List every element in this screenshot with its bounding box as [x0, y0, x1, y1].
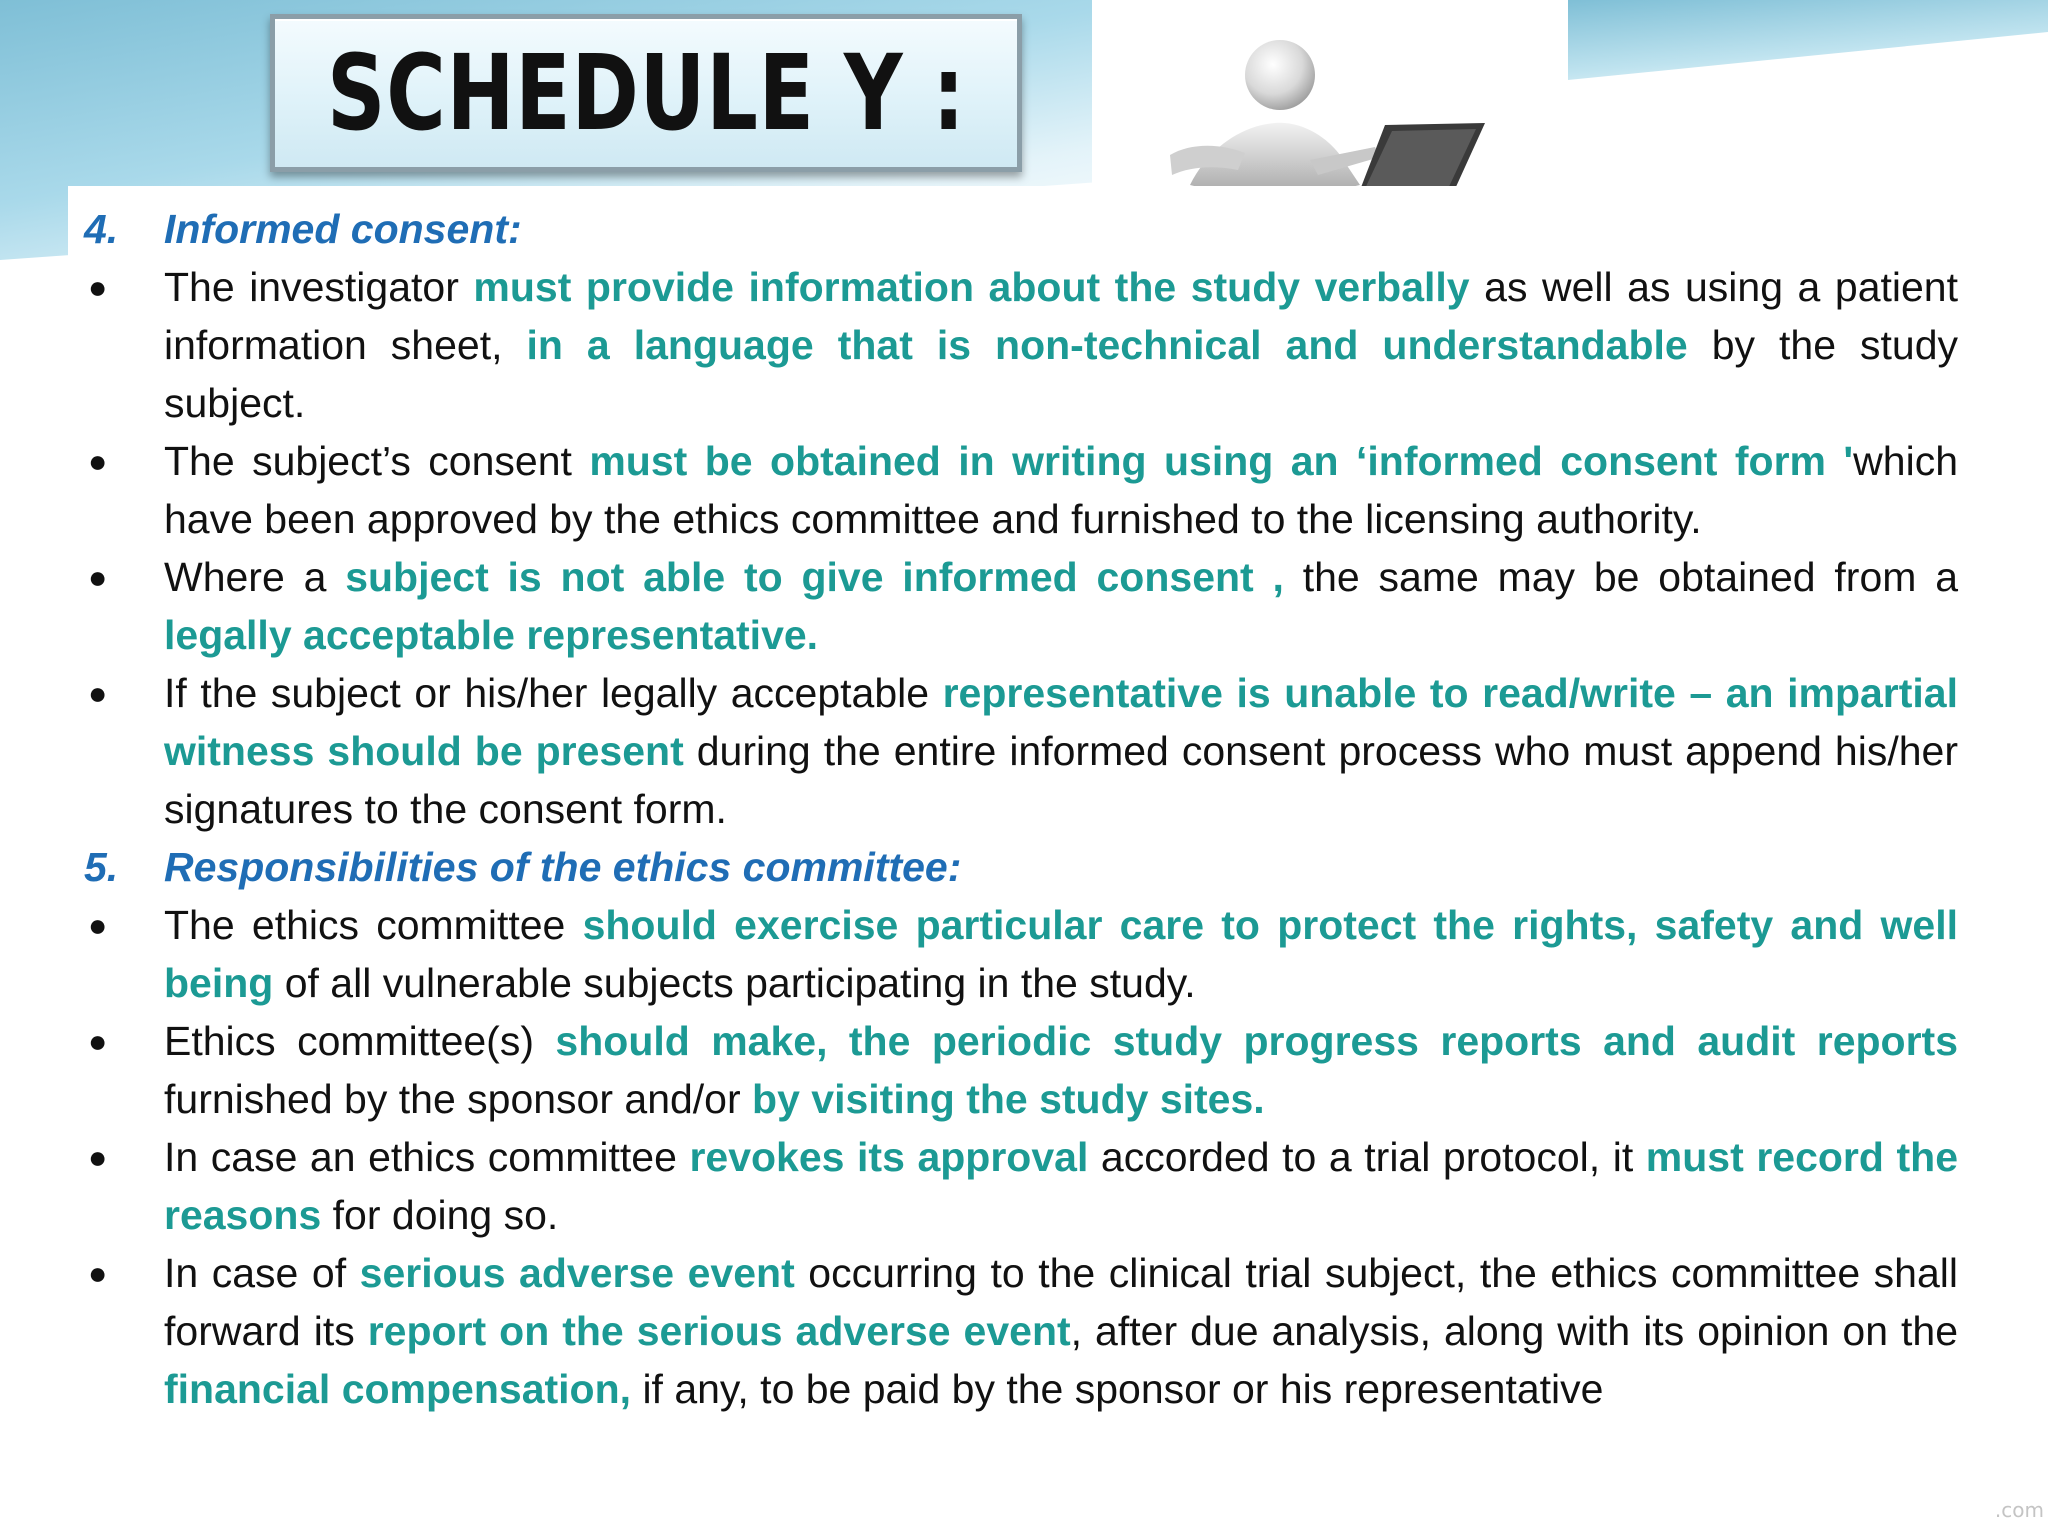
bullet-text — [164, 1012, 1958, 1128]
bullet-item — [84, 664, 1958, 838]
section-heading — [84, 200, 1958, 258]
footer-watermark: .com — [1994, 1498, 2044, 1522]
highlighted-text: subject is not able to give informed consent , — [345, 554, 1284, 600]
body-text: occurring to the clinical trial subject, the ethics committee shall forward its — [164, 1250, 1959, 1354]
body-text: Where a — [164, 554, 346, 600]
section-number: 4. — [84, 206, 119, 252]
highlighted-text: legally acceptable representative. — [164, 612, 819, 658]
bullet-dot-icon: ● — [88, 443, 108, 479]
bullet-item — [84, 548, 1958, 664]
slide-content — [84, 200, 1958, 1418]
body-text: as well as using a patient information sheet, — [164, 264, 1959, 368]
body-text: In case of — [164, 1250, 360, 1296]
body-text: The investigator — [164, 264, 474, 310]
body-text: The ethics committee — [164, 902, 583, 948]
body-text: Ethics committee(s) — [164, 1018, 556, 1064]
highlighted-text: must be obtained in writing using an ‘informed consent form ' — [589, 438, 1854, 484]
bullet-dot-icon: ● — [88, 675, 108, 711]
section-title: Responsibilities of the ethics committee: — [164, 844, 962, 890]
bullet-item — [84, 258, 1958, 432]
body-text: If the subject or his/her legally acceptable — [164, 670, 943, 716]
section-heading — [84, 838, 1958, 896]
bullet-item — [84, 1012, 1958, 1128]
section-number: 5. — [84, 844, 119, 890]
body-text: , after due analysis, along with its opinion on the — [1070, 1308, 1958, 1354]
body-text: the same may be obtained from a — [1283, 554, 1959, 600]
highlighted-text: representative is unable to read/write – an impartial witness should be present — [164, 670, 1958, 774]
highlighted-text: financial compensation, — [164, 1366, 632, 1412]
bullet-item — [84, 1244, 1958, 1418]
highlighted-text: should exercise particular care to protect the rights, safety and well being — [164, 902, 1959, 1006]
bullet-text — [164, 1244, 1958, 1418]
highlighted-text: should make, the periodic study progress reports and audit reports — [555, 1018, 1959, 1064]
body-text: by the study subject. — [164, 322, 1958, 426]
highlighted-text: in a language that is non-technical and understandable — [526, 322, 1688, 368]
body-text: accorded to a trial protocol, it — [1088, 1134, 1646, 1180]
slide-title: SCHEDULE Y : — [326, 32, 966, 154]
title-box — [270, 14, 1022, 172]
body-text: The subject’s consent — [164, 438, 590, 484]
body-text: for doing so. — [321, 1192, 559, 1238]
highlighted-text: serious adverse event — [359, 1250, 795, 1296]
highlighted-text: by visiting the study sites. — [752, 1076, 1265, 1122]
body-text: In case an ethics committee — [164, 1134, 690, 1180]
bullet-text — [164, 432, 1958, 548]
body-text: during the entire informed consent process who must append his/her signatures to the consent form. — [164, 728, 1958, 832]
highlighted-text: report on the serious adverse event — [367, 1308, 1071, 1354]
body-text: of all vulnerable subjects participating in the study. — [273, 960, 1196, 1006]
body-text: which have been approved by the ethics committee and furnished to the licensing authority. — [164, 438, 1958, 542]
bullet-dot-icon: ● — [88, 1255, 108, 1291]
body-text: furnished by the sponsor and/or — [164, 1076, 753, 1122]
bullet-dot-icon: ● — [88, 1139, 108, 1175]
bullet-text — [164, 258, 1958, 432]
bullet-text — [164, 896, 1958, 1012]
highlighted-text: must provide information about the study verbally — [473, 264, 1470, 310]
bullet-dot-icon: ● — [88, 907, 108, 943]
bullet-dot-icon: ● — [88, 1023, 108, 1059]
bullet-item — [84, 896, 1958, 1012]
highlighted-text: revokes its approval — [689, 1134, 1089, 1180]
bullet-text — [164, 548, 1958, 664]
header-background-band-right — [1568, 0, 2048, 80]
bullet-dot-icon: ● — [88, 559, 108, 595]
body-text: if any, to be paid by the sponsor or his representative — [631, 1366, 1604, 1412]
bullet-item — [84, 432, 1958, 548]
bullet-text — [164, 1128, 1958, 1244]
bullet-item — [84, 1128, 1958, 1244]
bullet-text — [164, 664, 1958, 838]
highlighted-text: must record the reasons — [164, 1134, 1958, 1238]
bullet-dot-icon: ● — [88, 269, 108, 305]
section-title: Informed consent: — [164, 206, 522, 252]
